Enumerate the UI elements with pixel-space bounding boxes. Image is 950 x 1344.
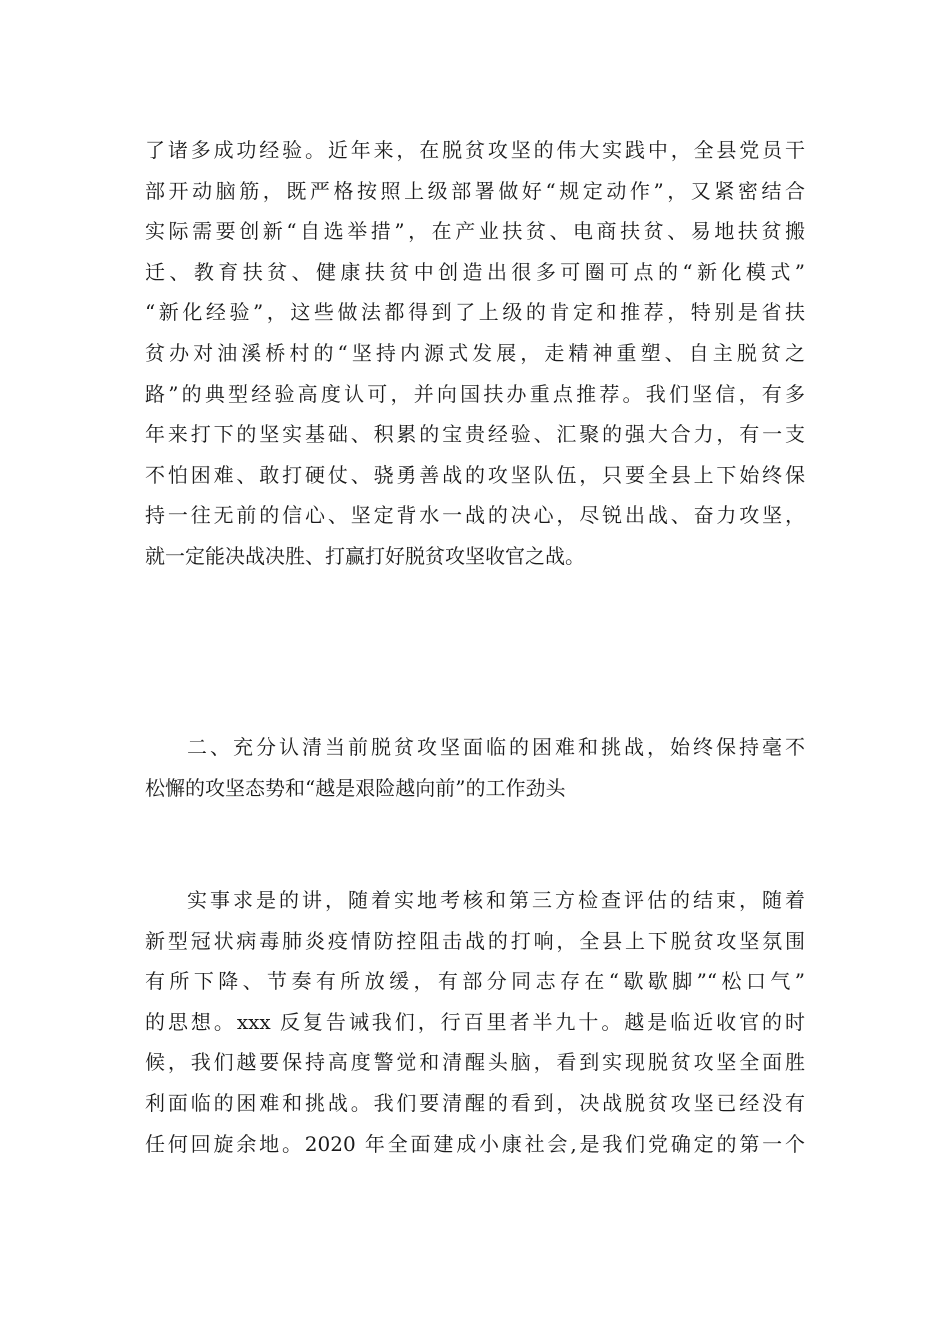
text-line: 迁、教育扶贫、健康扶贫中创造出很多可圈可点的“新化模式”	[145, 259, 805, 284]
paragraph-1	[145, 130, 805, 577]
text-line: 贫办对油溪桥村的“坚持内源式发展，走精神重塑、自主脱贫之	[145, 340, 805, 365]
text-line: 新型冠状病毒肺炎疫情防控阻击战的打响，全县上下脱贫攻坚氛围	[145, 928, 805, 953]
heading-line: 松懈的攻坚态势和“越是艰险越向前”的工作劲头	[145, 775, 566, 800]
text-line: 实际需要创新“自选举措”，在产业扶贫、电商扶贫、易地扶贫搬	[145, 219, 805, 244]
paragraph-3	[145, 880, 805, 1164]
text-line: 的思想。xxx 反复告诫我们，行百里者半九十。越是临近收官的时	[145, 1009, 805, 1034]
text-line: “新化经验”，这些做法都得到了上级的肯定和推荐，特别是省扶	[145, 300, 805, 325]
text-line: 部开动脑筋，既严格按照上级部署做好“规定动作”，又紧密结合	[145, 178, 805, 203]
heading-line: 二、充分认清当前脱贫攻坚面临的困难和挑战，始终保持毫不	[187, 735, 805, 759]
text-line: 年来打下的坚实基础、积累的宝贵经验、汇聚的强大合力，有一支	[145, 422, 805, 447]
text-line: 持一往无前的信心、坚定背水一战的决心，尽锐出战、奋力攻坚，	[145, 503, 805, 528]
text-line: 任何回旋余地。2020 年全面建成小康社会,是我们党确定的第一个	[145, 1131, 805, 1156]
text-line: 不怕困难、敢打硬仗、骁勇善战的攻坚队伍，只要全县上下始终保	[145, 462, 805, 487]
text-line: 了诸多成功经验。近年来，在脱贫攻坚的伟大实践中，全县党员干	[145, 138, 805, 162]
text-line: 候，我们越要保持高度警觉和清醒头脑，看到实现脱贫攻坚全面胜	[145, 1050, 805, 1075]
text-line: 就一定能决战决胜、打赢打好脱贫攻坚收官之战。	[145, 543, 585, 568]
text-line: 利面临的困难和挑战。我们要清醒的看到，决战脱贫攻坚已经没有	[145, 1090, 805, 1115]
section-heading-2	[145, 727, 805, 808]
text-line: 有所下降、节奏有所放缓，有部分同志存在“歇歇脚”“松口气”	[145, 969, 805, 994]
text-line: 实事求是的讲，随着实地考核和第三方检查评估的结束，随着	[187, 888, 805, 912]
text-line: 路”的典型经验高度认可，并向国扶办重点推荐。我们坚信，有多	[145, 381, 805, 406]
